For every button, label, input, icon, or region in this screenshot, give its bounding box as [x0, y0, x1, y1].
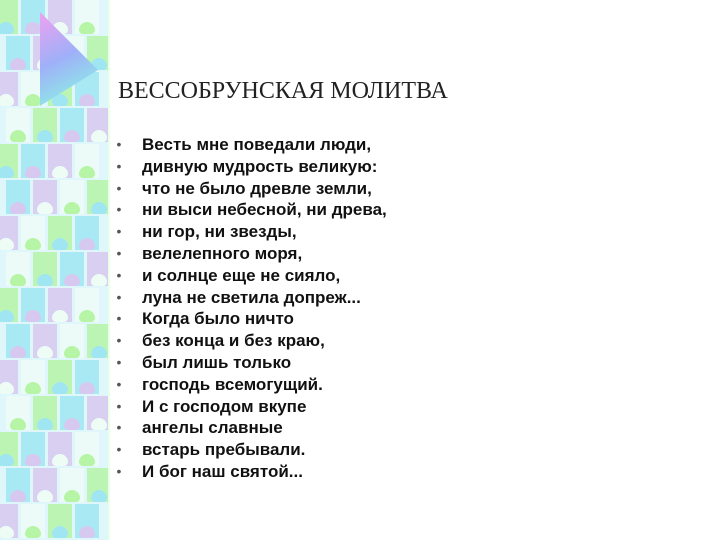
- bullet-icon: •: [116, 441, 122, 458]
- strip-tile-bump: [10, 58, 26, 70]
- strip-tile-bump: [91, 418, 107, 430]
- poem-line-text: встарь пребывали.: [142, 440, 306, 460]
- poem-line: [114, 461, 674, 483]
- strip-tile-row: [0, 396, 108, 432]
- strip-tile-bump: [52, 310, 68, 322]
- poem-line: [114, 308, 674, 330]
- bullet-icon: •: [116, 462, 122, 479]
- strip-tile-row: [0, 288, 108, 324]
- poem-line-text: велелепного моря,: [142, 243, 303, 263]
- bullet-icon: •: [116, 288, 122, 305]
- poem-line: [114, 156, 674, 178]
- strip-tile-bump: [0, 454, 14, 466]
- poem-line: [114, 396, 674, 418]
- strip-tile-bump: [10, 130, 26, 142]
- poem-line: [114, 374, 674, 396]
- poem-line-text: ни выси небесной, ни древа,: [142, 200, 387, 220]
- poem-line-text: и солнце еще не сияло,: [142, 265, 341, 285]
- slide-title: ВЕССОБРУНСКАЯ МОЛИТВА: [118, 78, 448, 104]
- strip-tile-bump: [64, 346, 80, 358]
- strip-tile-bump: [0, 310, 14, 322]
- strip-tile-bump: [25, 526, 41, 538]
- bullet-icon: •: [116, 332, 122, 349]
- strip-tile-bump: [91, 490, 107, 502]
- strip-tile-bump: [91, 346, 107, 358]
- bullet-icon: •: [116, 419, 122, 436]
- poem-line-text: ни гор, ни звезды,: [142, 222, 297, 242]
- strip-tile-bump: [25, 382, 41, 394]
- strip-tile-bump: [25, 310, 41, 322]
- poem-line: [114, 439, 674, 461]
- poem-line-text: ангелы славные: [142, 418, 283, 438]
- strip-tile-bump: [37, 490, 53, 502]
- poem-line-text: И бог наш святой...: [142, 461, 303, 481]
- poem-line-text: дивную мудрость великую:: [142, 156, 378, 176]
- bullet-icon: •: [116, 266, 122, 283]
- strip-tile-bump: [64, 490, 80, 502]
- poem-line: [114, 221, 674, 243]
- strip-tile-row: [0, 360, 108, 396]
- strip-tile-bump: [79, 454, 95, 466]
- poem-line-text: И с господом вкупе: [142, 396, 307, 416]
- strip-tile-bump: [79, 238, 95, 250]
- poem-line-text: был лишь только: [142, 352, 292, 372]
- bullet-icon: •: [116, 136, 122, 152]
- bullet-icon: •: [116, 353, 122, 370]
- strip-tile-row: [0, 468, 108, 504]
- poem-line: [114, 330, 674, 352]
- strip-tile-bump: [91, 202, 107, 214]
- strip-tile-bump: [52, 526, 68, 538]
- bullet-icon: •: [116, 310, 122, 327]
- strip-tile-bump: [64, 418, 80, 430]
- poem-line: [114, 178, 674, 200]
- strip-tile-bump: [0, 166, 14, 178]
- strip-tile-bump: [25, 454, 41, 466]
- strip-tile-bump: [79, 382, 95, 394]
- strip-tile-row: [0, 504, 108, 540]
- poem-line: [114, 287, 674, 309]
- strip-tile-bump: [37, 274, 53, 286]
- bullet-icon: •: [116, 244, 122, 261]
- strip-tile-row: [0, 252, 108, 288]
- strip-tile-row: [0, 108, 108, 144]
- poem-line: [114, 134, 674, 156]
- strip-tile-row: [0, 324, 108, 360]
- strip-tile-bump: [0, 382, 14, 394]
- strip-tile-bump: [0, 94, 14, 106]
- poem-line: [114, 265, 674, 287]
- strip-tile-bump: [91, 274, 107, 286]
- bullet-icon: •: [116, 223, 122, 240]
- poem-line: [114, 352, 674, 374]
- strip-tile-bump: [0, 526, 14, 538]
- strip-tile-bump: [10, 274, 26, 286]
- strip-tile-bump: [52, 166, 68, 178]
- strip-tile-row: [0, 144, 108, 180]
- play-triangle-icon: [38, 10, 100, 108]
- strip-tile-bump: [37, 130, 53, 142]
- poem-line-text: господь всемогущий.: [142, 374, 323, 394]
- strip-tile-bump: [64, 274, 80, 286]
- strip-tile-bump: [79, 166, 95, 178]
- strip-tile-bump: [0, 22, 14, 34]
- poem-bullet-list: [114, 134, 674, 483]
- strip-divider: [108, 0, 110, 540]
- strip-tile-bump: [64, 130, 80, 142]
- strip-tile-bump: [10, 418, 26, 430]
- bullet-icon: •: [116, 179, 122, 196]
- bullet-icon: •: [116, 397, 122, 414]
- strip-tile-bump: [25, 166, 41, 178]
- strip-tile-bump: [52, 454, 68, 466]
- bullet-icon: •: [116, 201, 122, 218]
- bullet-icon: •: [116, 375, 122, 392]
- strip-tile-bump: [52, 382, 68, 394]
- bullet-icon: •: [116, 157, 122, 174]
- poem-line-text: Весть мне поведали люди,: [142, 135, 372, 154]
- strip-tile-bump: [37, 346, 53, 358]
- strip-tile-bump: [79, 310, 95, 322]
- strip-tile-bump: [52, 238, 68, 250]
- strip-tile-row: [0, 432, 108, 468]
- strip-tile-bump: [37, 418, 53, 430]
- strip-tile-bump: [10, 490, 26, 502]
- strip-tile-row: [0, 180, 108, 216]
- strip-tile-bump: [25, 238, 41, 250]
- strip-tile-bump: [37, 202, 53, 214]
- strip-tile-bump: [10, 202, 26, 214]
- poem-line-text: Когда было ничто: [142, 309, 294, 329]
- strip-tile-bump: [79, 526, 95, 538]
- poem-line-text: без конца и без краю,: [142, 331, 325, 351]
- poem-line: [114, 199, 674, 221]
- poem-line: [114, 243, 674, 265]
- poem-line: [114, 417, 674, 439]
- strip-tile-bump: [91, 130, 107, 142]
- strip-tile-bump: [64, 202, 80, 214]
- strip-tile-bump: [0, 238, 14, 250]
- strip-tile-row: [0, 216, 108, 252]
- strip-tile-bump: [10, 346, 26, 358]
- poem-line-text: что не было древле земли,: [142, 178, 372, 198]
- poem-line-text: луна не светила допреж...: [142, 287, 361, 307]
